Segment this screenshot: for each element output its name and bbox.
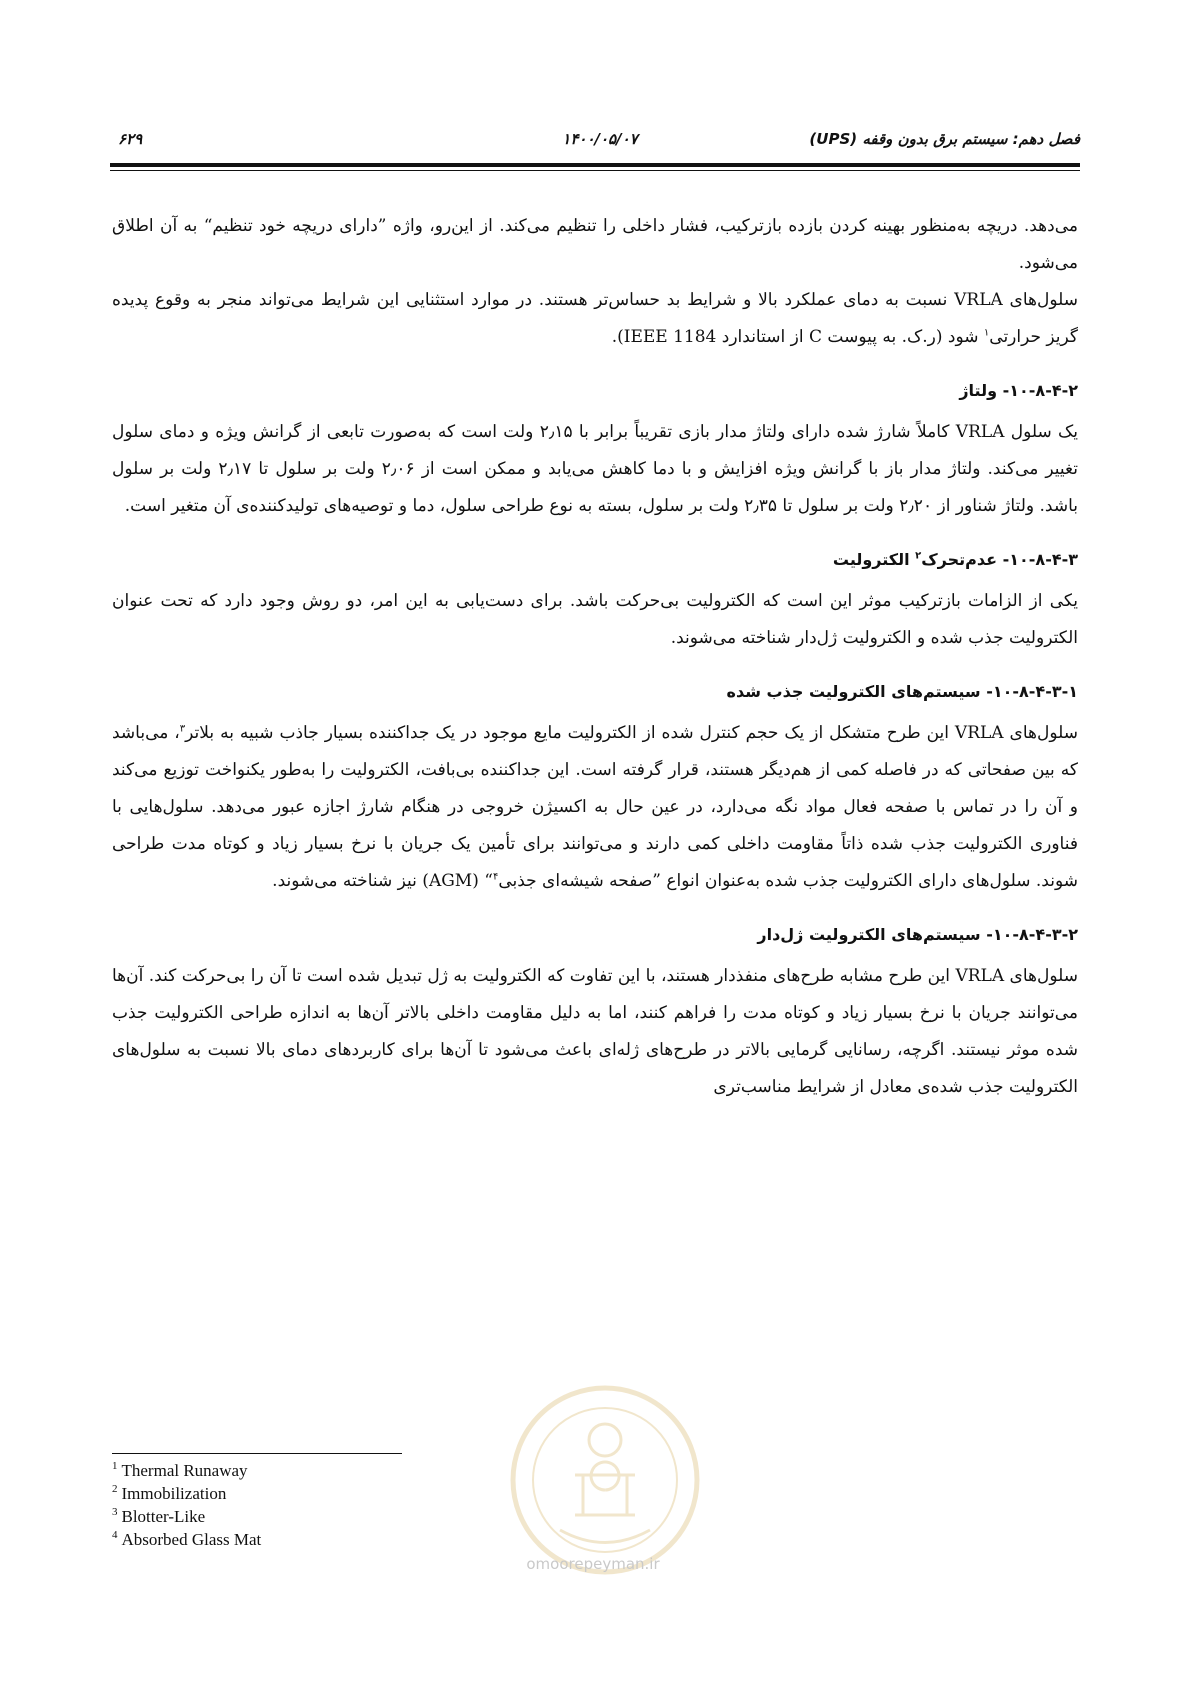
footnote-3 <box>112 1505 612 1528</box>
absorbed-text-b: ، می‌باشد که بین صفحاتی که در فاصله کمی از هم‌دیگر هستند، قرار گرفته است. این جداکننده بی‌بافت، الکترولیت را به‌طور یکنواخت توزیع می‌کند و آن را در تماس با صفحه فعال مواد نگه می‌دارد، در عین حال به اکسیژن خروجی در هنگام شارژ اجازه عبور می‌دهد. سلول‌هایی با فناوری الکترولیت جذب شده ذاتاً مقاومت داخلی کمی دارند و می‌توانند برای تأمین یک جریان با نرخ بسیار زیاد و کوتاه مدت طراحی شوند. سلول‌های دارای الکترولیت جذب شده به‌عنوان انواع ”صفحه شیشه‌ای جذبی <box>112 723 1078 891</box>
section-heading-voltage: ۱۰-۸-۴-۲- ولتاژ <box>959 381 1078 400</box>
immob-heading-b: الکترولیت <box>832 550 916 569</box>
body-text <box>112 208 1078 1106</box>
intro-2-text-b: شود (ر.ک. به پیوست C از استاندارد IEEE 1184). <box>611 327 984 347</box>
paragraph-intro-1: می‌دهد. دریچه به‌منظور بهینه کردن بازده بازترکیب، فشار داخلی را تنظیم می‌کند. از این‌رو، واژه ”دارای دریچه خود تنظیم“ به آن اطلاق می‌شود. <box>112 216 1078 273</box>
footnote-text: Blotter-Like <box>121 1507 206 1526</box>
paragraph-immobilization: یکی از الزامات بازترکیب موثر این است که الکترولیت بی‌حرکت باشد. برای دست‌یابی به این امر، دو روش وجود دارد که تحت عنوان الکترولیت جذب شده و الکترولیت ژل‌دار شناخته می‌شوند. <box>112 591 1078 648</box>
section-heading-immobilization <box>112 547 1078 573</box>
footnote-num: 2 <box>112 1483 118 1496</box>
paragraph-gel: سلول‌های VRLA این طرح مشابه طرح‌های منفذدار هستند، با این تفاوت که الکترولیت به ژل تبدیل شده است تا آن را بی‌حرکت کند. آن‌ها می‌توانند جریان با نرخ بسیار زیاد و کوتاه مدت را فراهم کنند، اما به دلیل مقاومت داخلی بالاتر آن‌ها به اندازه طراحی الکترولیت جذب شده موثر نیستند. اگرچه، رسانایی گرمایی بالاتر در طرح‌های ژله‌ای باعث می‌شود تا آن‌ها برای کاربردهای دمای بالا نسبت به سلول‌های الکترولیت جذب شده‌ی معادل از شرایط مناسب‌تری <box>112 966 1078 1097</box>
section-heading-gel: ۱۰-۸-۴-۳-۲- سیستم‌های الکترولیت ژل‌دار <box>757 925 1078 944</box>
immob-heading-a: ۱۰-۸-۴-۳- عدم‌تحرک <box>921 550 1078 569</box>
footnote-4 <box>112 1528 612 1551</box>
footnote-num: 3 <box>112 1506 118 1519</box>
footnote-num: 4 <box>112 1529 118 1542</box>
header-rule-thin <box>110 170 1080 171</box>
footnote-ref-3: ۳ <box>179 723 186 735</box>
absorbed-text-c: “ (AGM) نیز شناخته می‌شوند. <box>272 871 493 891</box>
footnote-ref-2: ۲ <box>915 550 922 562</box>
header-rule-thick <box>110 163 1080 167</box>
footnote-num: 1 <box>112 1460 118 1473</box>
footnote-rule <box>112 1453 402 1454</box>
footnote-text: Absorbed Glass Mat <box>121 1530 262 1549</box>
watermark-site-text: omoorepeyman.ir <box>526 1555 660 1573</box>
footnote-ref-1: ۱ <box>983 327 990 339</box>
absorbed-text-a: سلول‌های VRLA این طرح متشکل از یک حجم کنترل شده از الکترولیت مایع موجود در یک جداکننده بسیار جاذب شبیه به بلاتر <box>185 723 1078 743</box>
paragraph-absorbed <box>112 715 1078 900</box>
paragraph-intro-2 <box>112 282 1078 356</box>
footnote-ref-4: ۴ <box>492 871 499 883</box>
footnotes <box>112 1459 612 1551</box>
footnote-text: Thermal Runaway <box>121 1461 248 1480</box>
page-number: ۶۲۹ <box>118 130 143 148</box>
running-header <box>110 130 1080 158</box>
paragraph-voltage: یک سلول VRLA کاملاً شارژ شده دارای ولتاژ مدار بازی تقریباً برابر با ۲٫۱۵ ولت است که به‌صورت تابعی از گرانش ویژه و دمای سلول تغییر می‌کند. ولتاژ مدار باز با گرانش ویژه افزایش و با دما کاهش می‌یابد و ممکن است از ۲٫۰۶ ولت بر سلول تا ۲٫۱۷ ولت بر سلول باشد. ولتاژ شناور از ۲٫۲۰ ولت بر سلول تا ۲٫۳۵ ولت بر سلول، بسته به نوع طراحی سلول، دما و توصیه‌های تولیدکننده‌ی آن متغیر است. <box>112 422 1079 516</box>
chapter-title: فصل دهم: سیستم برق بدون وقفه (UPS) <box>809 130 1080 148</box>
footnote-1 <box>112 1459 612 1482</box>
header-date: ۱۴۰۰/۰۵/۰۷ <box>562 130 638 148</box>
footnote-text: Immobilization <box>121 1484 227 1503</box>
intro-2-text-a: سلول‌های VRLA نسبت به دمای عملکرد بالا و شرایط بد حساس‌تر هستند. در موارد استثنایی این شرایط می‌تواند منجر به وقوع پدیده گریز حرارتی <box>112 290 1078 347</box>
section-heading-absorbed: ۱۰-۸-۴-۳-۱- سیستم‌های الکترولیت جذب شده <box>726 682 1078 701</box>
footnote-2 <box>112 1482 612 1505</box>
